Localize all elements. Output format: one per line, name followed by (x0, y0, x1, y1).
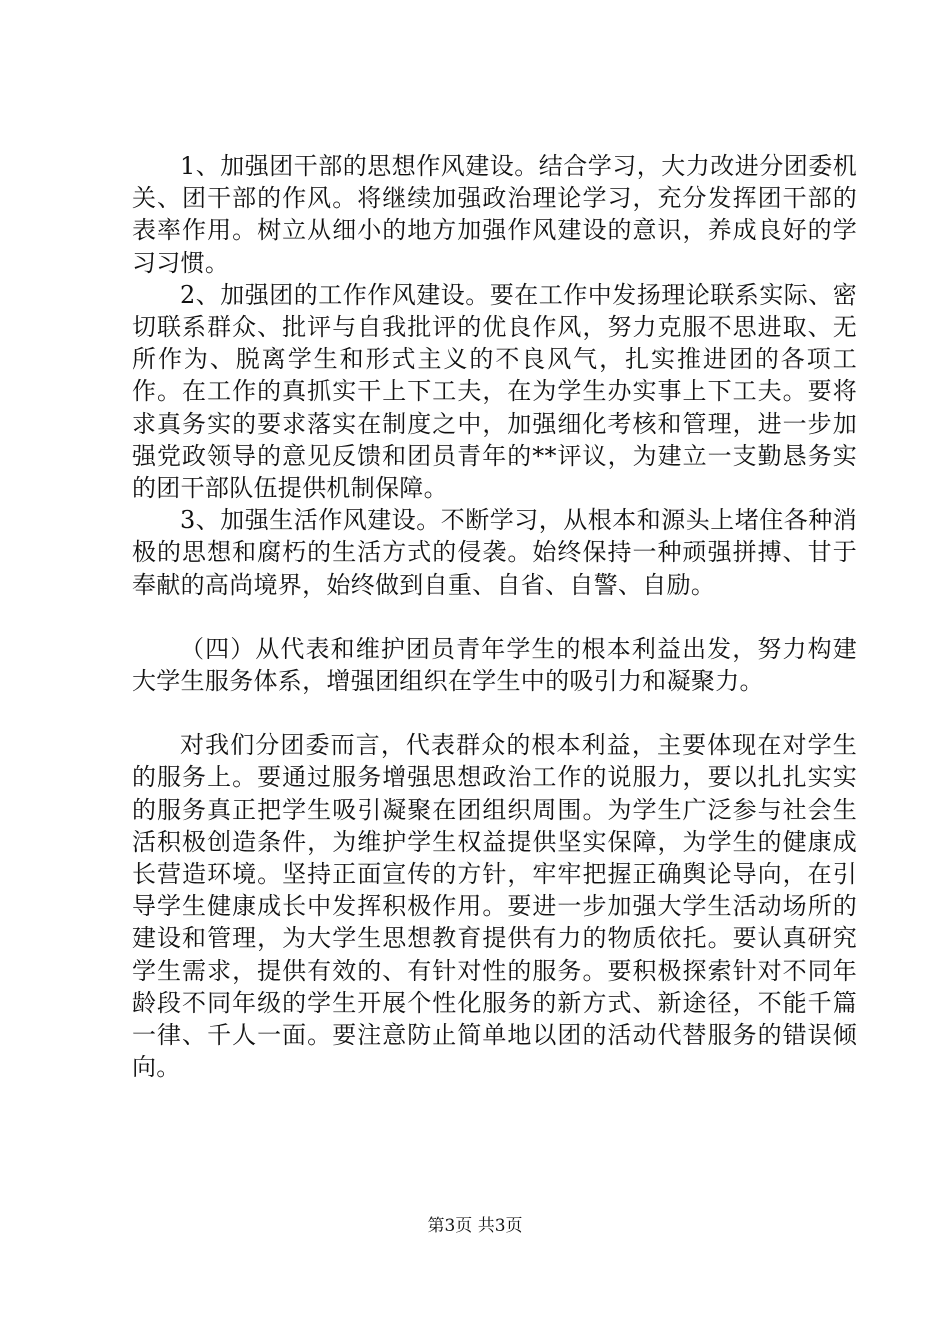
section-heading-4: （四）从代表和维护团员青年学生的根本利益出发，努力构建大学生服务体系，增强团组织在学生中的吸引力和凝聚力。 (132, 634, 857, 696)
paragraph-item-1: 1、加强团干部的思想作风建设。结合学习，大力改进分团委机关、团干部的作风。将继续加强政治理论学习，充分发挥团干部的表率作用。树立从细小的地方加强作风建设的意识，养成良好的学习习惯。 (132, 152, 857, 277)
page-footer: 第3页 共3页 (427, 1216, 523, 1236)
paragraph-item-2: 2、加强团的工作作风建设。要在工作中发扬理论联系实际、密切联系群众、批评与自我批评的优良作风，努力克服不思进取、无所作为、脱离学生和形式主义的不良风气，扎实推进团的各项工作。在工作的真抓实干上下工夫，在为学生办实事上下工夫。要将求真务实的要求落实在制度之中，加强细化考核和管理，进一步加强党政领导的意见反馈和团员青年的**评议，为建立一支勤恳务实的团干部队伍提供机制保障。 (132, 280, 857, 503)
document-body (132, 150, 857, 1083)
paragraph-service: 对我们分团委而言，代表群众的根本利益，主要体现在对学生的服务上。要通过服务增强思想政治工作的说服力，要以扎扎实实的服务真正把学生吸引凝聚在团组织周围。为学生广泛参与社会生活积极创造条件，为维护学生权益提供坚实保障，为学生的健康成长营造环境。坚持正面宣传的方针，牢牢把握正确舆论导向，在引导学生健康成长中发挥积极作用。要进一步加强大学生活动场所的建设和管理，为大学生思想教育提供有力的物质依托。要认真研究学生需求，提供有效的、有针对性的服务。要积极探索针对不同年龄段不同年级的学生开展个性化服务的新方式、新途径，不能千篇一律、千人一面。要注意防止简单地以团的活动代替服务的错误倾向。 (132, 731, 857, 1082)
paragraph-item-3: 3、加强生活作风建设。不断学习，从根本和源头上堵住各种消极的思想和腐朽的生活方式的侵袭。始终保持一种顽强拼搏、甘于奉献的高尚境界，始终做到自重、自省、自警、自励。 (132, 506, 857, 599)
